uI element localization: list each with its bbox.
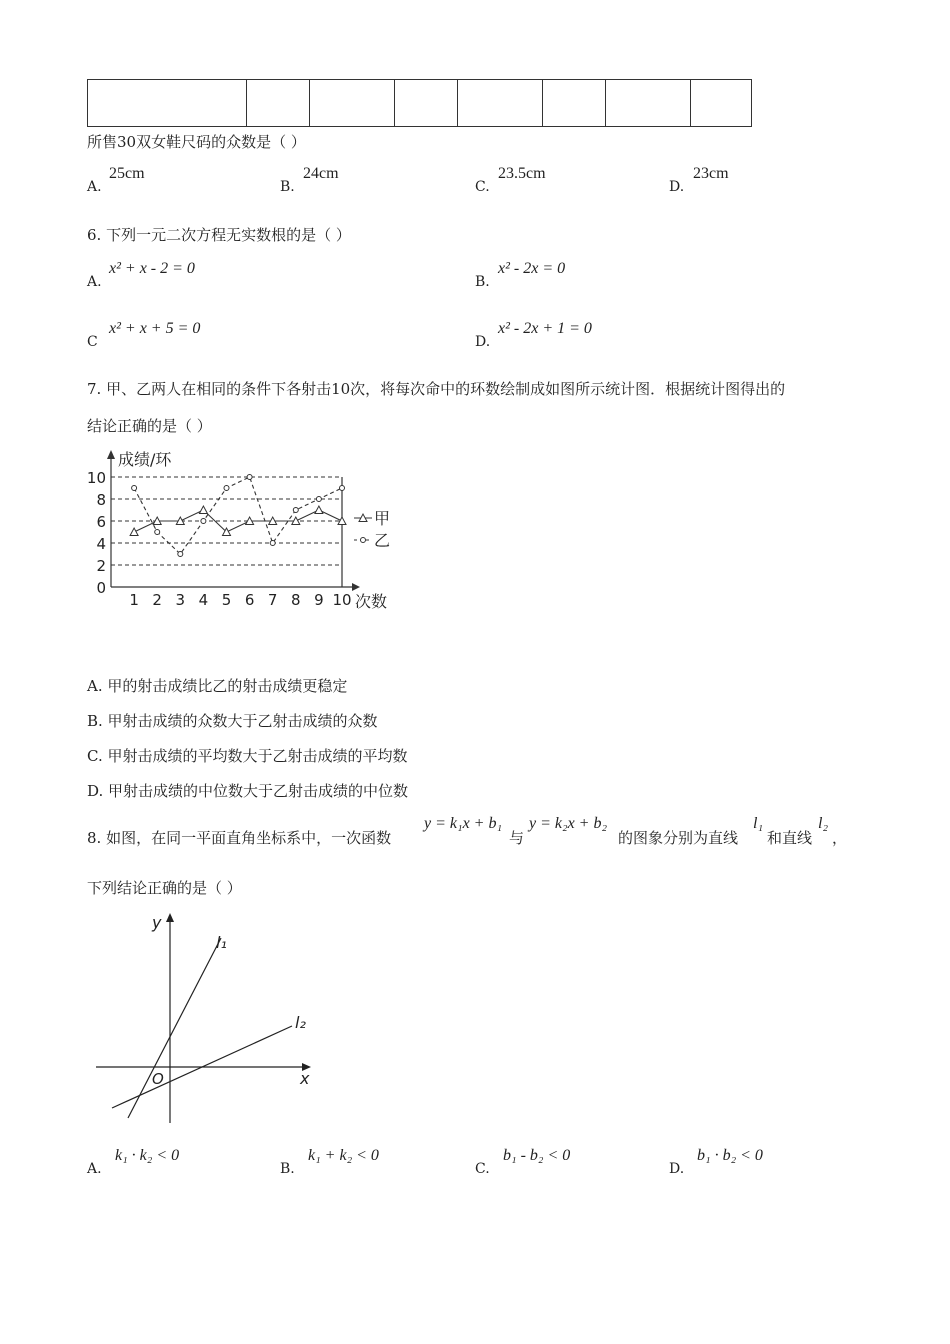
- q6-option-d-value: x² - 2x + 1 = 0: [498, 320, 592, 337]
- q8-l1: l₁: [753, 815, 764, 832]
- chart-x-ticks: [129, 591, 351, 609]
- q8-option-d-letter: D.: [669, 1161, 685, 1177]
- data-point-circle: [293, 508, 298, 513]
- chart-xlabel: 次数: [355, 592, 388, 611]
- q8-mid2: 的图象分别为直线: [618, 829, 739, 847]
- legend-label: 乙: [374, 531, 391, 550]
- x-tick-label: 1: [129, 591, 139, 609]
- q7-question-line1: 7. 甲、乙两人在相同的条件下各射击10次，将每次命中的环数绘制成如图所示统计图．根据统计图得出的: [87, 380, 786, 398]
- y-tick-label: 10: [86, 469, 106, 487]
- q5-option-b-value: 24cm: [303, 165, 339, 182]
- q7-option-c: C. 甲射击成绩的平均数大于乙射击成绩的平均数: [87, 747, 408, 765]
- q5-options: [87, 165, 847, 199]
- q8-option-c-letter: C.: [475, 1161, 490, 1177]
- q5-option-b-letter: B.: [280, 179, 295, 195]
- q5-question: 所售30双女鞋尺码的众数是（ ）: [87, 133, 306, 151]
- q8-question-line2: 下列结论正确的是（ ）: [87, 879, 242, 897]
- x-tick-label: 9: [314, 591, 324, 609]
- data-point-circle: [270, 541, 275, 546]
- y-tick-label: 6: [96, 513, 106, 531]
- y-tick-label: 8: [96, 491, 106, 509]
- coordinate-graph: [90, 908, 320, 1133]
- x-tick-label: 6: [244, 591, 255, 609]
- q8-option-a-letter: A.: [87, 1161, 102, 1177]
- data-point-triangle: [199, 506, 207, 514]
- q7-option-a: A. 甲的射击成绩比乙的射击成绩更稳定: [87, 677, 348, 695]
- x-tick-label: 10: [332, 591, 352, 609]
- data-point-circle: [316, 497, 321, 502]
- q6-question: 6. 下列一元二次方程无实数根的是（ ）: [87, 226, 351, 244]
- chart-y-ticks: [87, 469, 106, 597]
- q5-option-d-value: 23cm: [693, 165, 729, 182]
- data-point-triangle: [130, 528, 138, 536]
- x-tick-label: 8: [291, 591, 301, 609]
- q8-option-c-value: b₁ - b₂ < 0: [503, 1147, 571, 1164]
- graph-y-arrow: [166, 913, 174, 922]
- q8-eq1: y = k₁x + b₁: [424, 815, 503, 832]
- table-cell: [88, 80, 247, 127]
- line-l1: [128, 938, 221, 1118]
- q6-option-c-letter: C: [87, 334, 98, 350]
- q6-options-row2: [87, 320, 847, 354]
- q8-prefix: 8. 如图，在同一平面直角坐标系中，一次函数: [87, 829, 392, 847]
- table-cell: [395, 80, 458, 127]
- y-tick-label: 2: [96, 557, 106, 575]
- q6-option-b-letter: B.: [475, 274, 490, 290]
- table-cell: [458, 80, 543, 127]
- data-point-circle: [201, 519, 206, 524]
- table-cell: [247, 80, 310, 127]
- q8-eq2: y = k₂x + b₂: [529, 815, 608, 832]
- y-axis-arrow: [107, 450, 115, 459]
- y-tick-label: 4: [96, 535, 106, 553]
- chart-series: [130, 475, 346, 557]
- q8-option-a-value: k₁ · k₂ < 0: [115, 1147, 180, 1164]
- q6-option-d-letter: D.: [475, 334, 491, 350]
- x-tick-label: 5: [221, 591, 232, 609]
- data-point-triangle: [315, 506, 323, 514]
- score-line-chart: [80, 445, 410, 615]
- q8-l2: l₂: [818, 815, 829, 832]
- legend-marker-circle: [361, 538, 366, 543]
- q8-mid1: 与: [509, 829, 525, 847]
- q6-option-a-letter: A.: [87, 274, 102, 290]
- x-tick-label: 3: [175, 591, 186, 609]
- q6-option-c-value: x² + x + 5 = 0: [109, 320, 201, 337]
- shoe-size-table: [87, 79, 752, 127]
- graph-l1-label: l₁: [216, 933, 227, 952]
- data-point-circle: [340, 486, 345, 491]
- x-tick-label: 7: [267, 591, 278, 609]
- q5-option-c-letter: C.: [475, 179, 490, 195]
- data-point-circle: [247, 475, 252, 480]
- q8-mid3: 和直线: [767, 829, 813, 847]
- data-point-circle: [132, 486, 137, 491]
- q5-option-a-value: 25cm: [109, 165, 145, 182]
- table-cell: [606, 80, 691, 127]
- q8-options: [87, 1147, 847, 1181]
- x-axis-arrow: [352, 583, 360, 591]
- q8-option-b-letter: B.: [280, 1161, 295, 1177]
- q7-question-line2: 结论正确的是（ ）: [87, 417, 212, 435]
- table-cell: [310, 80, 395, 127]
- q7-option-b: B. 甲射击成绩的众数大于乙射击成绩的众数: [87, 712, 378, 730]
- chart-legend: [354, 509, 390, 550]
- data-point-circle: [178, 552, 183, 557]
- q7-option-d: D. 甲射击成绩的中位数大于乙射击成绩的中位数: [87, 782, 409, 800]
- graph-origin-label: O: [152, 1070, 164, 1088]
- graph-x-label: x: [300, 1069, 310, 1088]
- q8-end: ，: [832, 829, 848, 847]
- data-point-circle: [224, 486, 229, 491]
- legend-label: 甲: [374, 509, 391, 528]
- y-tick-label: 0: [96, 579, 106, 597]
- data-point-circle: [155, 530, 160, 535]
- table-cell: [543, 80, 606, 127]
- q5-option-d-letter: D.: [669, 179, 685, 195]
- series-line-yi: [134, 477, 342, 554]
- q6-option-b-value: x² - 2x = 0: [498, 260, 566, 277]
- x-tick-label: 2: [152, 591, 162, 609]
- graph-l2-label: l₂: [295, 1013, 306, 1032]
- q6-options-row1: [87, 260, 847, 294]
- table-row: [88, 80, 752, 127]
- q8-question-line1: [87, 815, 867, 849]
- x-tick-label: 4: [198, 591, 209, 609]
- q8-option-b-value: k₁ + k₂ < 0: [308, 1147, 379, 1164]
- data-point-triangle: [338, 517, 346, 525]
- chart-ylabel: 成绩/环: [118, 450, 172, 469]
- q5-option-a-letter: A.: [87, 179, 102, 195]
- q6-option-a-value: x² + x - 2 = 0: [109, 260, 195, 277]
- graph-y-label: y: [152, 913, 162, 932]
- q5-option-c-value: 23.5cm: [498, 165, 546, 182]
- table-cell: [691, 80, 752, 127]
- q8-option-d-value: b₁ · b₂ < 0: [697, 1147, 763, 1164]
